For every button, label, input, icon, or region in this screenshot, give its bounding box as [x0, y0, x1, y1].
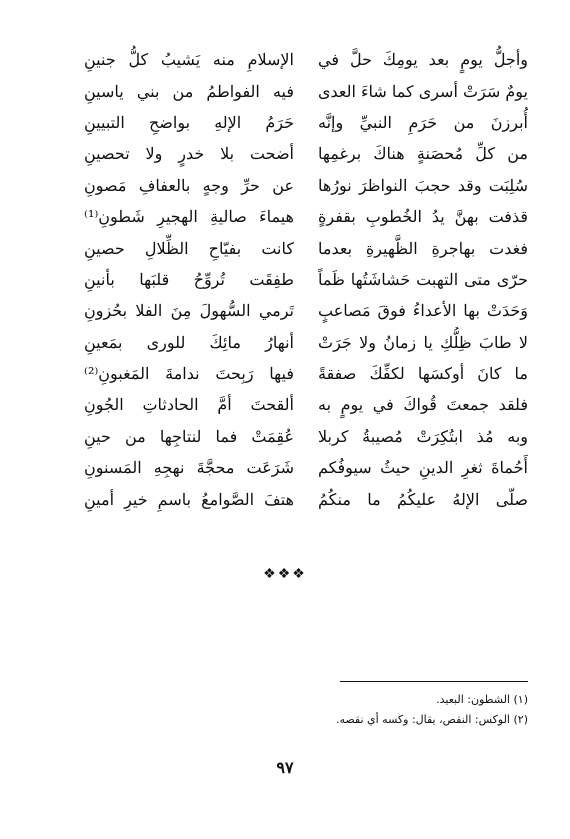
verse-second-hemistich: ألقحتَ أمَّ الحادثاتِ الجُونِ — [84, 395, 294, 415]
footnotes — [228, 690, 528, 730]
verse-second-hemistich: طفِقَت تُروِّحُ قلبَها بأنينِ — [84, 269, 294, 289]
verse-line — [84, 75, 528, 106]
poem-body — [84, 44, 528, 515]
verse-line — [84, 295, 528, 326]
verse-first-hemistich: فلقد جمعتَ قُواكَ في يومٍ به — [318, 395, 528, 415]
verse-second-hemistich: عُقِمَتْ فما لنتاجِها من حينِ — [84, 426, 294, 446]
verse-line — [84, 483, 528, 514]
verse-second-hemistich: حَرَمُ الإلهِ بواضحِ التبيينِ — [84, 112, 294, 132]
verse-first-hemistich: صلّى الإلهُ عليكُمُ ما منكُمُ — [318, 489, 528, 509]
verse-line — [84, 358, 528, 389]
verse-first-hemistich: وأجلُّ يومٍ بعد يومِكَ حلَّ في — [318, 50, 528, 70]
verse-second-hemistich: فيه الفواطمُ من بني ياسينِ — [84, 81, 294, 101]
section-separator: ❖❖❖ — [263, 566, 307, 582]
verse-first-hemistich: حرّى متى التهبت حَشاشَتُها ظَماً — [318, 269, 528, 289]
verse-second-hemistich: الإسلامِ منه يَشيبُ كلُّ جنينِ — [84, 50, 294, 70]
verse-second-hemistich: هتفَ الصَّوامعُ باسمِ خيرِ أمينِ — [84, 489, 294, 509]
verse-first-hemistich: من كلِّ مُحصَنةٍ هناكَ برغمِها — [318, 144, 528, 164]
footnote-2: (٢) الوكس: النقص، يقال: وكسه أي نقصه. — [335, 713, 528, 726]
verse-first-hemistich: ما كانَ أوكسَها لكفِّكَ صفقةً — [318, 364, 528, 384]
verse-second-hemistich: أضحت بلا خدرٍ ولا تحصينِ — [84, 144, 294, 164]
verse-first-hemistich: فغدت بهاجرةِ الظَّهيرةِ بعدما — [318, 238, 528, 258]
verse-line — [84, 389, 528, 420]
verse-line — [84, 264, 528, 295]
page-number: ٩٧ — [276, 758, 294, 777]
verse-second-hemistich: تَرمي السُّهولَ مِنَ الفلا بحُزونِ — [84, 301, 294, 321]
verse-second-hemistich: أنهارُ مائِكَ للورى بمَعينِ — [84, 332, 294, 352]
verse-line — [84, 44, 528, 75]
footnote-divider — [340, 681, 528, 682]
verse-first-hemistich: وَحَدَتْ بها الأعداءُ فوقَ مَصاعبٍ — [318, 301, 528, 321]
verse-first-hemistich: أَحُماةَ ثغرِ الدينِ حيثُ سيوفُكم — [318, 458, 528, 478]
verse-second-hemistich: فيها رَبِحتَ ندامةَ المَغبونِ⁽²⁾ — [84, 364, 294, 384]
verse-second-hemistich: عن حرِّ وجهٍ بالعفافِ مَصونِ — [84, 175, 294, 195]
verse-line — [84, 170, 528, 201]
verse-second-hemistich: هيماءَ صاليةِ الهجيرِ شَطونِ⁽¹⁾ — [84, 207, 294, 227]
verse-line — [84, 107, 528, 138]
verse-line — [84, 201, 528, 232]
verse-second-hemistich: كانت بفيّاحِ الظِّلالِ حصينِ — [84, 238, 294, 258]
verse-line — [84, 452, 528, 483]
verse-first-hemistich: سُلِبَت وقد حجبَ النواظرَ نورُها — [318, 175, 528, 195]
verse-first-hemistich: أُبرزنَ من حَرَمِ النبيِّ وإنَّه — [318, 112, 528, 132]
verse-first-hemistich: لا طابَ ظِلُّكِ يا زمانُ ولا جَرَتْ — [318, 332, 528, 352]
footnote-1: (١) الشطون: البعيد. — [436, 693, 528, 706]
verse-line — [84, 138, 528, 169]
verse-first-hemistich: يومٌ سَرَتْ أسرى كما شاءَ العدى — [318, 81, 528, 101]
verse-first-hemistich: وبه مُذ ابتُكِرَتْ مُصيبةُ كربلا — [318, 426, 528, 446]
verse-line — [84, 421, 528, 452]
verse-line — [84, 232, 528, 263]
verse-first-hemistich: قذفت بهنَّ يدُ الخُطوبِ بقفرةٍ — [318, 207, 528, 227]
verse-line — [84, 327, 528, 358]
verse-second-hemistich: شَرَعَت محجَّةَ نهجِهِ المَسنونِ — [84, 458, 294, 478]
